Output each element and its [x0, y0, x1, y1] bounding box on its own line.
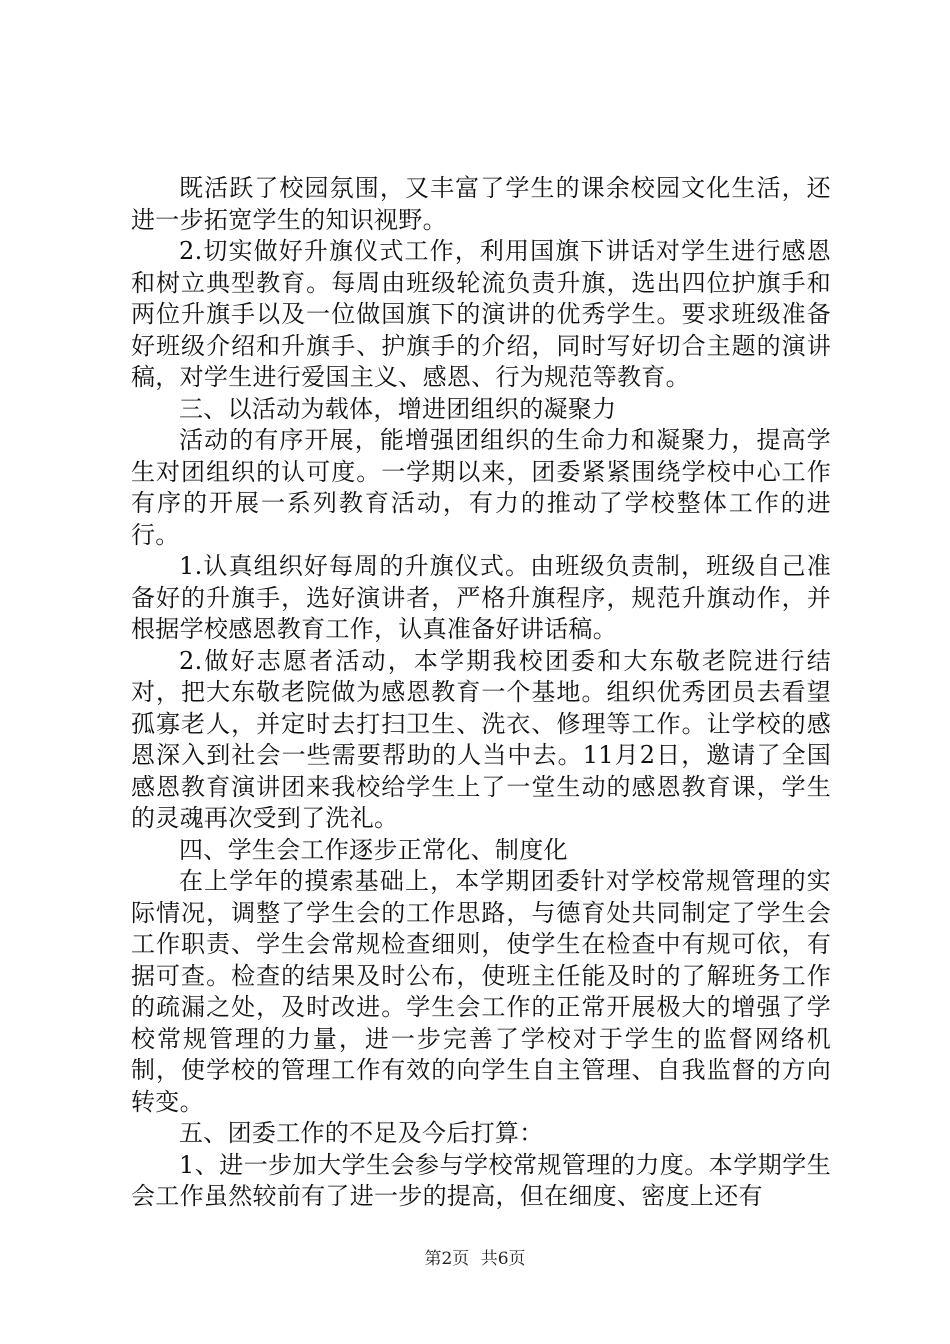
page-footer [0, 1244, 950, 1269]
paragraph: 2.做好志愿者活动，本学期我校团委和大东敬老院进行结对，把大东敬老院做为感恩教育一个基地。组织优秀团员去看望孤寡老人，并定时去打扫卫生、洗衣、修理等工作。让学校的感恩深入到社会一些需要帮助的人当中去。11月2日，邀请了全国感恩教育演讲团来我校给学生上了一堂生动的感恩教育课，学生的灵魂再次受到了洗礼。 [131, 646, 831, 832]
section-heading: 四、学生会工作逐步正常化、制度化 [179, 835, 568, 864]
section-heading: 三、以活动为载体，增进团组织的凝聚力 [179, 394, 617, 423]
document-body [131, 173, 831, 1213]
paragraph: 2.切实做好升旗仪式工作，利用国旗下讲话对学生进行感恩和树立典型教育。每周由班级轮流负责升旗，选出四位护旗手和两位升旗手以及一位做国旗下的演讲的优秀学生。要求班级准备好班级介绍和升旗手、护旗手的介绍，同时写好切合主题的演讲稿，对学生进行爱国主义、感恩、行为规范等教育。 [131, 237, 831, 391]
page-number: 第2页 [424, 1249, 470, 1269]
page-total: 共6页 [480, 1249, 526, 1269]
paragraph: 1.认真组织好每周的升旗仪式。由班级负责制，班级自己准备好的升旗手，选好演讲者，严格升旗程序，规范升旗动作，并根据学校感恩教育工作，认真准备好讲话稿。 [131, 552, 831, 643]
paragraph: 活动的有序开展，能增强团组织的生命力和凝聚力，提高学生对团组织的认可度。一学期以来，团委紧紧围绕学校中心工作有序的开展一系列教育活动，有力的推动了学校整体工作的进行。 [131, 426, 831, 549]
section-heading: 五、团委工作的不足及今后打算： [179, 1119, 544, 1147]
paragraph: 既活跃了校园氛围，又丰富了学生的课余校园文化生活，还进一步拓宽学生的知识视野。 [131, 174, 831, 234]
paragraph: 1、进一步加大学生会参与学校常规管理的力度。本学期学生会工作虽然较前有了进一步的提高，但在细度、密度上还有 [131, 1150, 831, 1210]
paragraph: 在上学年的摸索基础上，本学期团委针对学校常规管理的实际情况，调整了学生会的工作思路，与德育处共同制定了学生会工作职责、学生会常规检查细则，使学生在检查中有规可依，有据可查。检查的结果及时公布，使班主任能及时的了解班务工作的疏漏之处，及时改进。学生会工作的正常开展极大的增强了学校常规管理的力量，进一步完善了学校对于学生的监督网络机制，使学校的管理工作有效的向学生自主管理、自我监督的方向转变。 [131, 867, 831, 1116]
